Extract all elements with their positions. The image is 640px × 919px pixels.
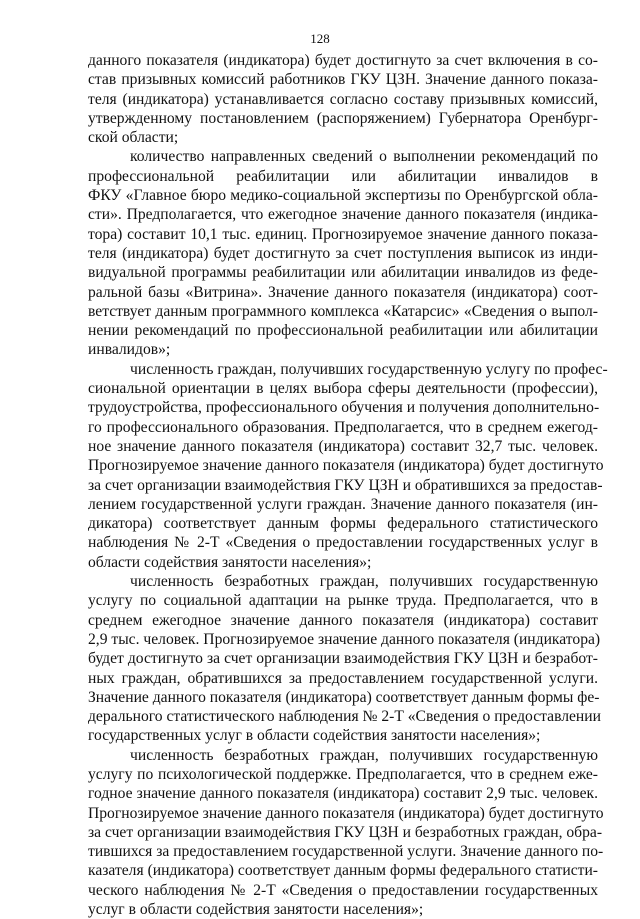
paragraph-line: годное значение данного показателя (индикатора) составит 2,9 тыс. человек. — [88, 785, 598, 803]
paragraph-line: наблюдения № 2-Т «Сведения о предоставлении государственных услуг в — [88, 534, 598, 552]
paragraph-line: Прогнозируемое значение данного показателя (индикатора) будет достигнуто — [88, 804, 604, 822]
paragraph-line: теля (индикатора) устанавливается согласно составу призывных комиссий, — [88, 90, 598, 108]
paragraph-line: видуальной программы реабилитации или абилитации инвалидов из феде- — [88, 264, 598, 282]
paragraph-line: данного показателя (индикатора) будет достигнуто за счет включения в со- — [88, 52, 598, 69]
paragraph-line: сиональной ориентации в целях выбора сферы деятельности (профессии), — [88, 380, 598, 398]
paragraph-line: численность безработных граждан, получивших государственную — [130, 746, 598, 764]
paragraph-line: услуг в области содействия занятости населения»; — [88, 901, 424, 919]
paragraph-line: ральной базы «Витрина». Значение данного показателя (индикатора) соот- — [88, 283, 598, 301]
paragraph-line: дикатора) соответствует данным формы федерального статистического — [88, 515, 598, 533]
paragraph-line: государственных услуг в области содействия занятости населения»; — [88, 727, 541, 745]
paragraph-line: ФКУ «Главное бюро медико-социальной экспертизы по Оренбургской обла- — [88, 187, 598, 205]
paragraph-line: ской области; — [88, 129, 179, 147]
paragraph-line: Прогнозируемое значение данного показателя (индикатора) будет достигнуто — [88, 457, 604, 475]
paragraph-line: дерального статистического наблюдения № 2-Т «Сведения о предоставлении — [88, 708, 601, 726]
paragraph-line: казателя (индикатора) соответствует данным формы федерального статисти- — [88, 862, 598, 880]
paragraph-line: будет достигнуто за счет организации взаимодействия ГКУ ЦЗН и безработ- — [88, 650, 598, 668]
paragraph-line: ческого наблюдения № 2-Т «Сведения о предоставлении государственных — [88, 881, 598, 899]
paragraph-line: го профессионального образования. Предполагается, что в среднем ежегод- — [88, 418, 598, 436]
paragraph-line: за счет организации взаимодействия ГКУ ЦЗН и обратившихся за предостав- — [88, 476, 603, 494]
paragraph-line: став призывных комиссий работников ГКУ ЦЗН. Значение данного показа- — [88, 71, 598, 89]
paragraph-line: ных граждан, обратившихся за предоставлением государственной услуги. — [88, 669, 598, 687]
paragraph-line: тора) составит 10,1 тыс. единиц. Прогнозируемое значение данного показа- — [88, 225, 598, 243]
paragraph-line: услугу по психологической поддержке. Предполагается, что в среднем еже- — [88, 765, 598, 783]
paragraph-line: трудоустройства, профессионального обучения и получения дополнительно- — [88, 399, 600, 417]
paragraph — [88, 746, 604, 919]
document-body — [88, 51, 608, 919]
paragraph-line: ное значение данного показателя (индикатора) составит 32,7 тыс. человек. — [88, 437, 598, 455]
paragraph-line: области содействия занятости населения»; — [88, 553, 372, 571]
paragraph-line: за счет организации взаимодействия ГКУ ЦЗН и безработных граждан, обра- — [88, 823, 603, 841]
paragraph — [88, 360, 608, 572]
paragraph-line: ветствует данным программного комплекса «Катарсис» «Сведения о выпол- — [88, 302, 598, 320]
paragraph-line: услугу по социальной адаптации на рынке труда. Предполагается, что в — [88, 592, 598, 610]
paragraph-line: инвалидов»; — [88, 341, 171, 359]
paragraph — [88, 51, 598, 147]
paragraph-line: нении рекомендаций по профессиональной реабилитации или абилитации — [88, 322, 598, 340]
paragraph-line: численность безработных граждан, получивших государственную — [130, 573, 598, 591]
paragraph — [88, 572, 601, 746]
paragraph — [88, 147, 598, 359]
paragraph-line: лением государственной услуги граждан. Значение данного показателя (ин- — [88, 495, 598, 513]
page-number: 128 — [310, 31, 330, 46]
paragraph-line: количество направленных сведений о выполнении рекомендаций по — [130, 148, 598, 166]
paragraph-line: теля (индикатора) будет достигнуто за счет поступления выписок из инди- — [88, 244, 598, 262]
paragraph-line: среднем ежегодное значение данного показателя (индикатора) составит — [88, 611, 598, 629]
paragraph-line: Значение данного показателя (индикатора) соответствует данным формы фе- — [88, 688, 600, 706]
paragraph-line: тившихся за предоставлением государственной услуги. Значение данного по- — [88, 843, 604, 861]
paragraph-line: профессиональной реабилитации или абилитации инвалидов в — [88, 167, 598, 185]
paragraph-line: численность граждан, получивших государственную услугу по профес- — [130, 360, 608, 378]
paragraph-line: утвержденному постановлением (распоряжением) Губернатора Оренбург- — [88, 109, 598, 127]
paragraph-line: сти». Предполагается, что ежегодное значение данного показателя (индика- — [88, 206, 598, 224]
paragraph-line: 2,9 тыс. человек. Прогнозируемое значение данного показателя (индикатора) — [88, 630, 601, 648]
